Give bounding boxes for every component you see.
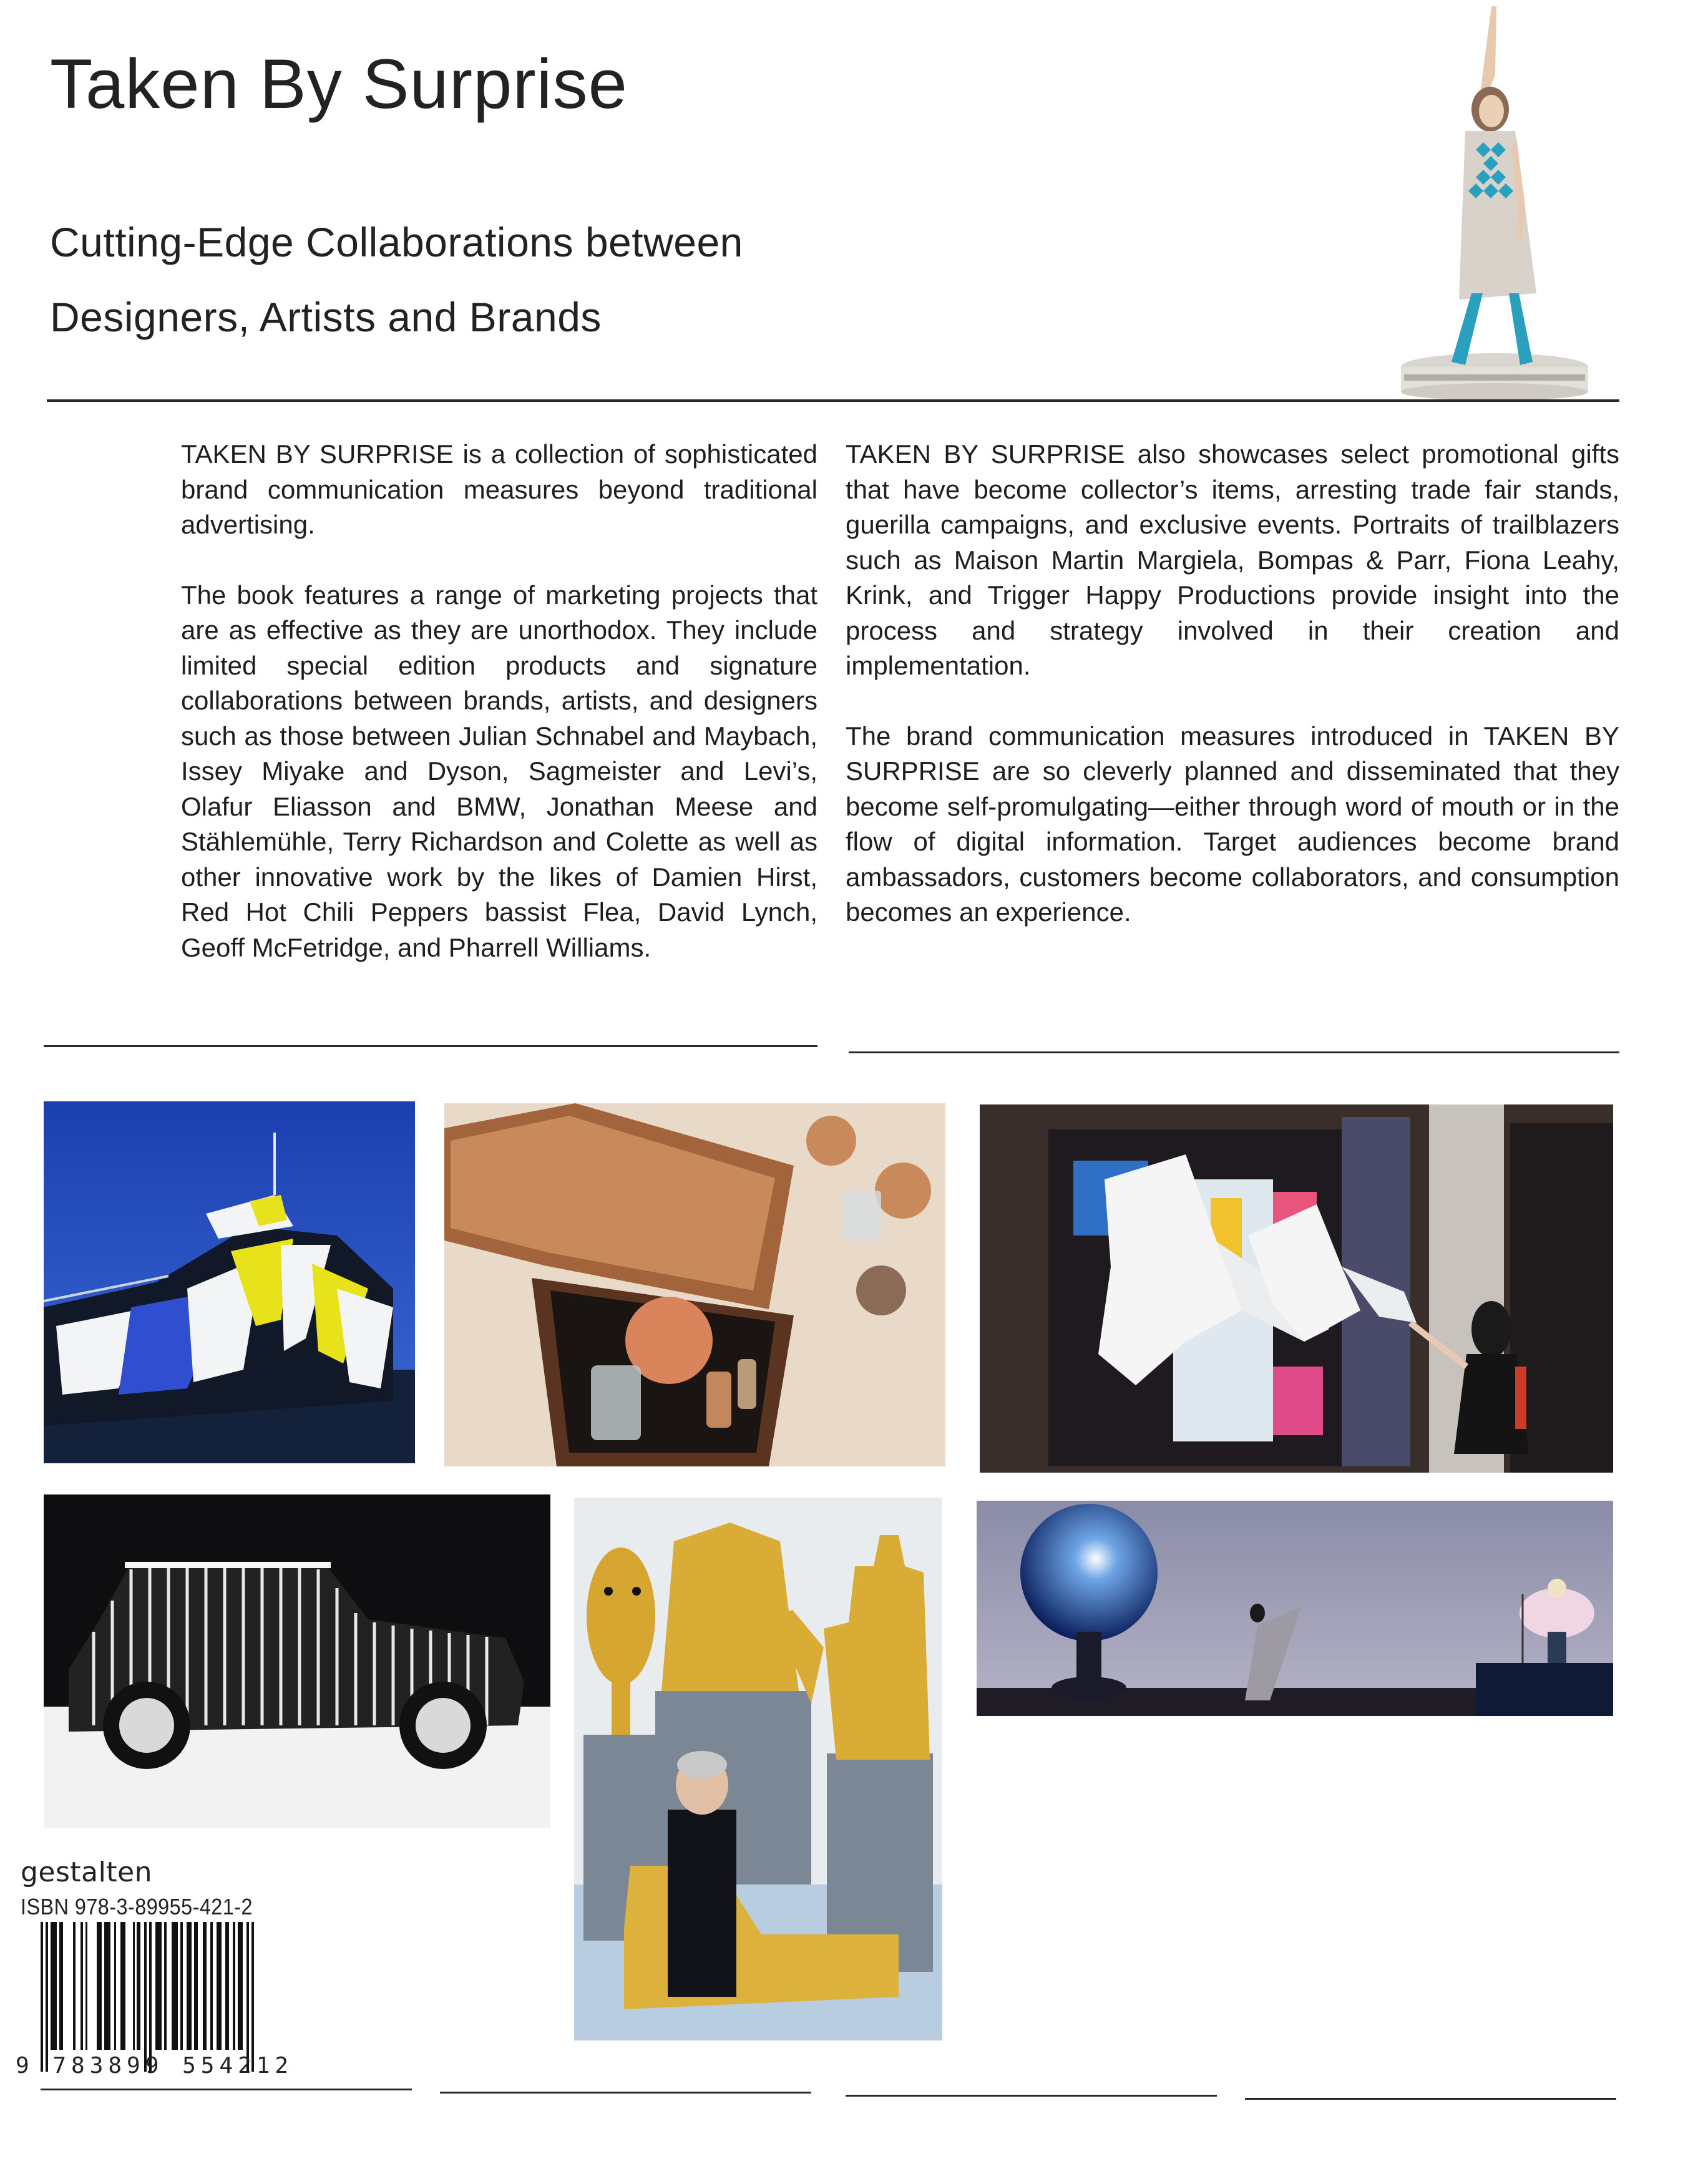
publisher-logo: gestalten xyxy=(21,1856,153,1888)
section-divider-left xyxy=(44,1045,817,1047)
golden-sculptures-photo xyxy=(574,1498,942,2040)
book-title: Taken By Surprise xyxy=(50,45,628,123)
features-paragraph: The book features a range of marketing projects that are as effective as they are unorthodox. They include limited special edition products and signature collaborations between brands, artists, and designers such as those between Julian Schnabel and Maybach, Issey Miyake and Dyson, Sagmeister and Levi’s, Olafur Eliasson and BMW, Jonathan Meese and Stählemühle, Terry Richardson and Colette as well as other innovative work by the likes of Damien Hirst, Red Hot Chili Peppers bassist Flea, David Lynch, Geoff McFetridge, and Pharrell Williams. xyxy=(181,580,817,962)
golden-sculptures-icon xyxy=(574,1498,942,2040)
footer-divider-4 xyxy=(1245,2098,1616,2100)
subtitle-line-2: Designers, Artists and Brands xyxy=(50,294,602,340)
globe-stage-photo xyxy=(977,1501,1613,1716)
statue-figure-icon xyxy=(1392,0,1604,406)
section-divider-right xyxy=(849,1051,1619,1053)
globe-stage-icon xyxy=(977,1501,1613,1716)
isbn-number: ISBN 978-3-89955-421-2 xyxy=(21,1894,253,1919)
header-divider xyxy=(47,399,1619,402)
left-text-column xyxy=(181,437,817,1000)
striped-car-photo xyxy=(44,1494,550,1828)
measures-paragraph: The brand communication measures introduced in TAKEN BY SURPRISE are so cleverly planned and disseminated that they become self-promulgating—either through word of mouth or in the flow of digital information. Target audiences become brand ambassadors, customers become collaborators, and consumption becomes an experience. xyxy=(846,721,1619,927)
paper-horses-photo xyxy=(980,1104,1613,1473)
footer-divider-2 xyxy=(440,2092,811,2094)
intro-paragraph: TAKEN BY SURPRISE is a collection of sophisticated brand communication measures beyond traditional advertising. xyxy=(181,439,817,539)
statue-photo xyxy=(1392,0,1604,406)
wooden-box-icon xyxy=(444,1103,945,1466)
subtitle-line-1: Cutting-Edge Collaborations between xyxy=(50,219,743,265)
barcode-digits: 9 783899 554212 xyxy=(16,2053,294,2079)
right-text-column xyxy=(846,437,1619,965)
wooden-box-photo xyxy=(444,1103,945,1466)
dazzle-boat-photo xyxy=(44,1101,415,1463)
showcase-paragraph: TAKEN BY SURPRISE also showcases select promotional gifts that have become collector’s items, arresting trade fair stands, guerilla campaigns, and exclusive events. Portraits of trailblazers such as Maison Martin Margiela, Bompas & Parr, Fiona Leahy, Krink, and Trigger Happy Productions provide insight into the process and strategy involved in their creation and implementation. xyxy=(846,439,1619,680)
footer-divider-3 xyxy=(846,2095,1217,2097)
paper-horses-icon xyxy=(980,1104,1613,1473)
footer-divider-1 xyxy=(41,2089,412,2090)
striped-car-icon xyxy=(44,1494,550,1828)
dazzle-boat-icon xyxy=(44,1101,415,1463)
